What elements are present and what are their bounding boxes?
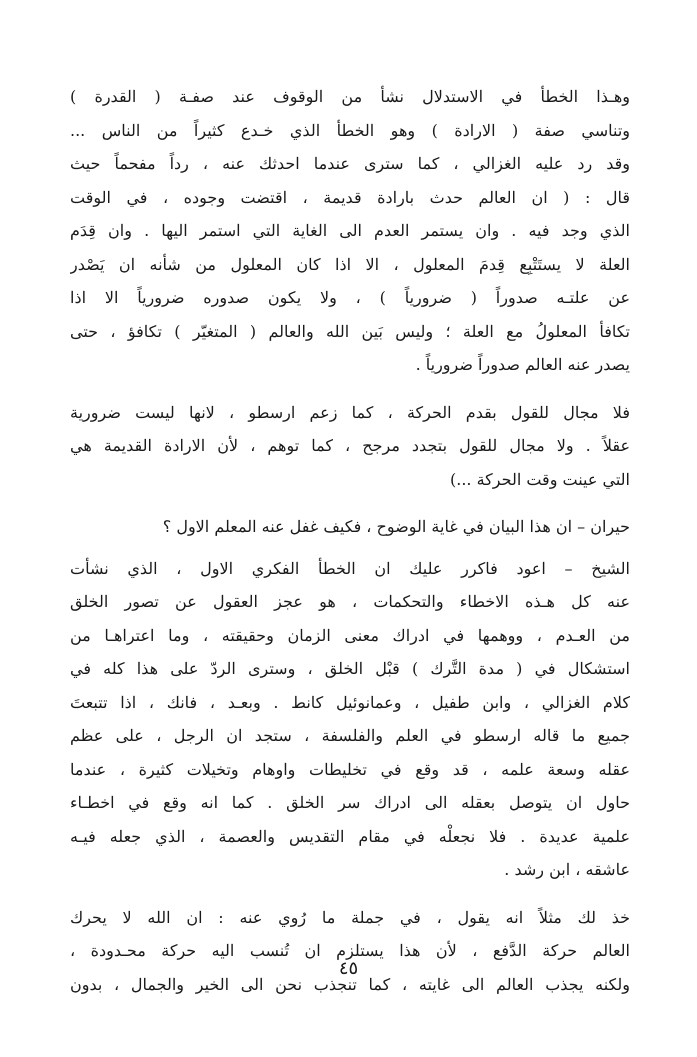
paragraph-2	[70, 396, 630, 497]
text-line: حاول ان يتوصل بعقله الى ادراك سر الخلق . كما انه وقع في اخطـاء	[70, 793, 630, 812]
page-number: ٤٥	[338, 958, 359, 979]
text-line: جميع ما قاله ارسطو في العلم والفلسفة ، ستجد ان الرجل ، على عظم	[70, 726, 630, 745]
text-line: استشكال في ( مدة التَّرك ) قبْل الخلق ، وسترى الردّ على هذا كله في	[70, 659, 630, 678]
text-line: وقد رد عليه الغزالي ، كما سترى عندما احدثك عنه ، رداً مفحماً حيث	[70, 154, 630, 173]
text-line: عقله وسعة علمه ، قد وقع في تخليطات واوهام وتخيلات كثيرة ، عندما	[70, 759, 630, 779]
text-line: حيران – ان هذا البيان في غاية الوضوح ، فكيف غفل عنه المعلم الاول ؟	[162, 517, 630, 536]
text-line: العلة لا يستَتْبِع قِدمَ المعلول ، الا اذا كان المعلول من شأنه ان يَصْدر	[70, 254, 630, 274]
paragraph-4	[70, 552, 630, 887]
paragraph-5	[70, 901, 630, 1002]
text-line: العالم حركة الدَّفع ، لأن هذا يستلزم ان تُنسب اليه حركة محـدودة ،	[70, 941, 630, 960]
text-line: التي عينت وقت الحركة ...)	[450, 469, 630, 489]
text-line: وتناسي صفة ( الارادة ) وهو الخطأ الذي خـدع كثيراً من الناس ...	[70, 120, 630, 140]
text-line: يصدر عنه العالم صدوراً ضرورياً .	[415, 355, 630, 374]
text-line: عن علتـه صدوراً ( ضرورياً ) ، ولا يكون صدوره ضرورياً الا اذا	[70, 288, 630, 307]
text-line: وهـذا الخطأ في الاستدلال نشأ من الوقوف عند صفـة ( القدرة )	[70, 87, 630, 106]
text-line: عنه كل هـذه الاخطاء والتحكمات ، هو عجز العقول عن تصور الخلق	[70, 592, 630, 611]
text-line: الشيخ – اعود فاكرر عليك ان الخطأ الفكري الاول ، الذي نشأت	[70, 558, 630, 578]
paragraph-1	[70, 80, 630, 382]
text-line: فلا مجال للقول بقدم الحركة ، كما زعم ارسطو ، لانها ليست ضرورية	[70, 402, 630, 422]
text-line: ولكنه يجذب العالم الى غايته ، كما تنجذب نحن الى الخير والجمال ، بدون	[70, 974, 630, 994]
page-text	[70, 80, 630, 1001]
text-line: عاشقه ، ابن رشد .	[504, 860, 630, 879]
text-line: من العـدم ، ووهمها في ادراك معنى الزمان وحقيقته ، وما اعتراهـا من	[70, 625, 630, 645]
text-line: عقلاً . ولا مجال للقول بتجدد مرجح ، كما توهم ، لأن الارادة القديمة هي	[70, 436, 630, 455]
text-line: كلام الغزالي ، وابن طفيل ، وعمانوئيل كانط . وبعـد ، فانك ، اذا تتبعتَ	[70, 692, 630, 712]
text-line: علمية عديدة . فلا نجعلْه في مقام التقديس والعصمة ، الذي جعله فيـه	[70, 826, 630, 846]
text-line: خذ لك مثلاً انه يقول ، في جملة ما رُوي عنه : ان الله لا يحرك	[70, 907, 630, 927]
text-line: قال : ( ان العالم حدث بارادة قديمة ، اقتضت وجوده ، في الوقت	[70, 187, 630, 207]
text-line: تكافأ المعلولُ مع العلة ؛ وليس بَين الله والعالم ( المتغيّر ) تكافؤ ، حتى	[70, 321, 630, 341]
text-line: الذي وجد فيه . وان يستمر العدم الى الغاية التي استمر اليها . وان قِدَم	[70, 221, 630, 240]
paragraph-3	[70, 510, 630, 544]
